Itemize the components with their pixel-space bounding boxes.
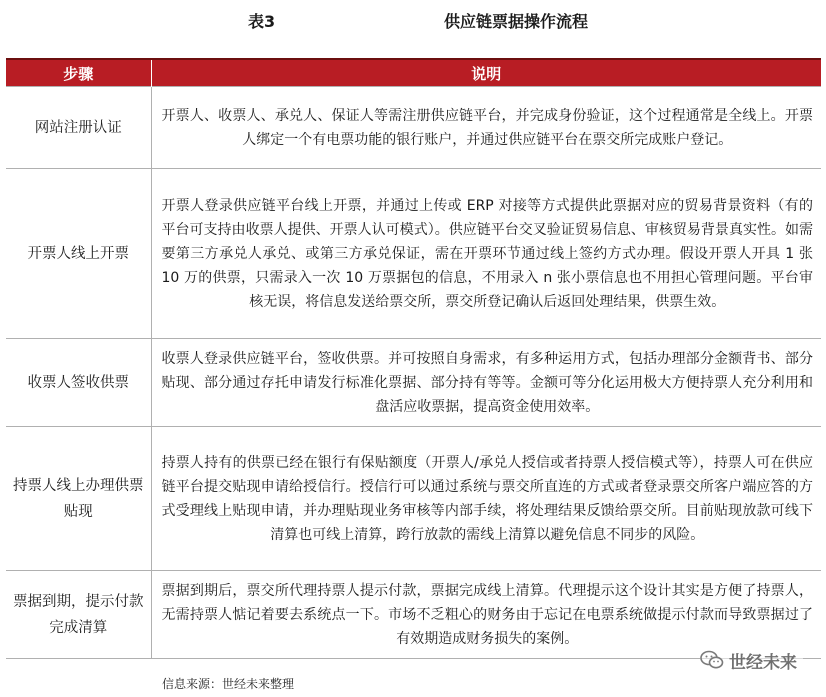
- table-row: [6, 87, 821, 169]
- source-note: 信息来源：世经未来整理: [162, 677, 295, 691]
- step-cell: 开票人线上开票: [6, 169, 151, 339]
- table-caption: 供应链票据操作流程: [444, 12, 589, 31]
- step-cell: 收票人签收供票: [6, 339, 151, 427]
- table-header: [6, 59, 821, 87]
- watermark-text: 世经未来: [729, 652, 797, 673]
- header-step: 步骤: [6, 59, 151, 87]
- table-row: [6, 169, 821, 339]
- table-row: [6, 427, 821, 571]
- watermark: [700, 646, 803, 674]
- step-cell: 网站注册认证: [6, 87, 151, 169]
- table-number: 表3: [248, 12, 276, 31]
- description-cell: 票据到期后，票交所代理持票人提示付款，票据完成线上清算。代理提示这个设计其实是方便了持票人，无需持票人惦记着要去系统点一下。市场不乏粗心的财务由于忘记在电票系统做提示付款而导致票据过了有效期造成财务损失的案例。: [151, 571, 821, 659]
- description-cell: 收票人登录供应链平台，签收供票。并可按照自身需求，有多种运用方式，包括办理部分金额背书、部分贴现、部分通过存托申请发行标准化票据、部分持有等等。金额可等分化运用极大方便持票人充分利用和盘活应收票据，提高资金使用效率。: [151, 339, 821, 427]
- step-cell: 票据到期，提示付款完成清算: [6, 571, 151, 659]
- description-cell: 开票人、收票人、承兑人、保证人等需注册供应链平台，并完成身份验证，这个过程通常是全线上。开票人绑定一个有电票功能的银行账户，并通过供应链平台在票交所完成账户登记。: [151, 87, 821, 169]
- table-row: [6, 571, 821, 659]
- wechat-icon: [700, 650, 724, 670]
- table-row: [6, 339, 821, 427]
- step-cell: 持票人线上办理供票贴现: [6, 427, 151, 571]
- description-cell: 开票人登录供应链平台线上开票，并通过上传或 ERP 对接等方式提供此票据对应的贸易背景资料（有的平台可支持由收票人提供、开票人认可模式）。供应链平台交叉验证贸易信息、审核贸易背景真实性。如需要第三方承兑人承兑、或第三方承兑保证，需在开票环节通过线上签约方式办理。假设开票人开具 1 张 10 万的供票，只需录入一次 10 万票据包的信息，不用录入 n 张小票信息也不用担心管理问题。平台审核无误，将信息发送给票交所，票交所登记确认后返回处理结果，供票生效。: [151, 169, 821, 339]
- description-cell: 持票人持有的供票已经在银行有保贴额度（开票人/承兑人授信或者持票人授信模式等），持票人可在供应链平台提交贴现申请给授信行。授信行可以通过系统与票交所直连的方式或者登录票交所客户端应答的方式受理线上贴现申请，并办理贴现业务审核等内部手续，将处理结果反馈给票交所。目前贴现放款可线下清算也可线上清算，跨行放款的需线上清算以避免信息不同步的风险。: [151, 427, 821, 571]
- table-title: [0, 10, 826, 38]
- process-table: [6, 58, 821, 659]
- header-description: 说明: [151, 59, 821, 87]
